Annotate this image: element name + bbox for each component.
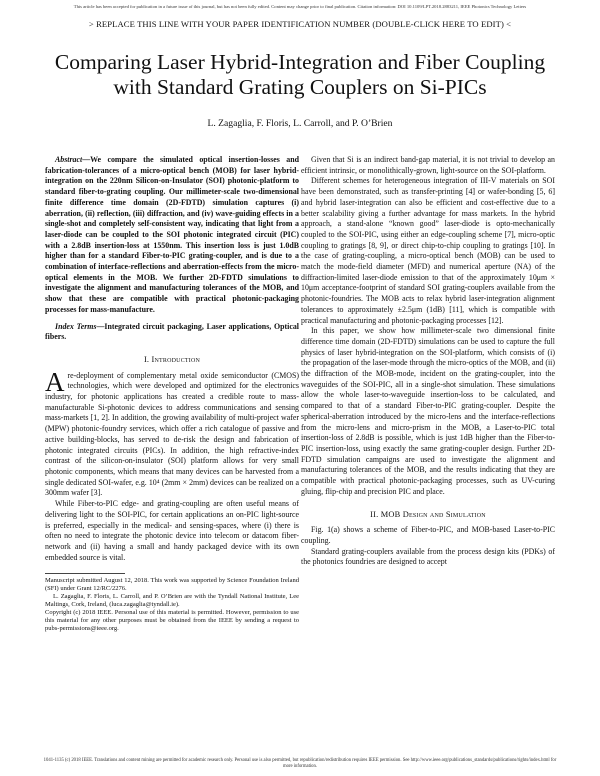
section-number: I. (143, 354, 150, 364)
abstract-label: Abstract (55, 155, 83, 164)
footnote-divider (45, 573, 125, 574)
paper-title: Comparing Laser Hybrid-Integration and Fiber Coupling with Standard Grating Couplers on Si-PICs (54, 50, 546, 99)
index-terms-label: Index Terms (55, 321, 97, 331)
section-heading-introduction (45, 355, 299, 366)
section-title: Introduction (151, 354, 201, 364)
body-paragraph-2: Different schemes for heterogeneous integration of III-V materials on SOI have been demonstrated, such as transfer-printing [4] or wafer-bonding [5, 6] and hybrid laser-integration can also be efficient and cost-effective due to a better scalability giving a further advantage for mass markets. In the hybrid approach, a stand-alone “known good” laser-diode is opto-mechanically coupled to the SOI-PIC, using either an edge-coupling scheme [7], micro-optic coupling to gratings [8, 9], or direct chip-to-chip coupling to gratings [10]. In the case of grating-coupling, a micro-optical bench (MOB) can be used to match the mode-field diameter (MFD) and numerical aperture (NA) of the diffraction-limited laser-diode emission to that of the approximately 10μm × 10μm acceptance-footprint of standard SOI grating-couplers available from the photonic-foundries. The MOB acts to relax hybrid laser-integration alignment tolerances to approximately ±2.5μm (1dB) [11], which is compatible with practical manufacturing and photonic-packaging processes [12]. (301, 176, 555, 325)
footer-copyright: 1041-1135 (c) 2018 IEEE. Translations and content mining are permitted for academic research only. Personal use is also permitted, but republication/redistribution requires IEEE permission. See http://www.ieee.org/publications_standards/publications/rights/index.html for more information. (43, 758, 557, 769)
footnote-affiliation: L. Zagaglia, F. Floris, L. Carroll, and P. O’Brien are with the Tyndall National Institute, Lee Maltings, Cork, Ireland, (luca.zagaglia@tyndall.ie). (45, 593, 299, 609)
body-paragraph-3: In this paper, we show how millimeter-scale two dimensional finite difference time domain (2D-FDTD) simulations can be used to capture the full physics of laser hybrid-integration on the SOI-platform, which consists of (i) the propagation of the laser-mode through the micro-optics of the MOB, and (ii) the diffraction of the MOB-mode, incident on the grating-coupler, into the waveguides of the SOI-PIC, all in a single-shot simulation. These simulations allow the whole laser-to-waveguide insertion-loss to be calculated, and compared to that of a standard Fiber-to-PIC grating-coupler. Despite the spherical-aberration introduced by the micro-lens and the interface-reflections from the micro-lens and micro-prism in the MOB, a Laser-to-PIC total insertion-loss of 2.8dB is possible, which is just 1dB higher than the Fiber-to-PIC insertion-loss, using exactly the same grating-coupler design. Further 2D-FDTD simulation campaigns are used to investigate the alignment and manufacturing tolerances of the MOB, and the results indicating that they are compatible with practical photonic-packaging processes, such as UV-curing gluing, flip-chip and precision PIC and place. (301, 326, 555, 496)
abstract (45, 155, 299, 316)
footnote-copyright: Copyright (c) 2018 IEEE. Personal use of this material is permitted. However, permission to use this material for any other purposes must be obtained from the IEEE by sending a request to pubs-permissions@ieee.org. (45, 609, 299, 633)
section-number: II. (370, 509, 379, 519)
drop-cap: A (45, 366, 65, 397)
intro-paragraph-1-text: re-deployment of complementary metal oxide semiconductor (CMOS) technologies, which were developed and optimized for the electronics industry, for photonic applications has created a credible route to mass-manufacturable Si-photonic devices to address communications and sensing mass-markets [1, 2]. In addition, the growing availability of multi-project wafer (MPW) photonic-foundry services, which offer a rich catalogue of passive and active building-blocks, has served to de-risk the design and fabrication of photonic integrated circuits (PICs). In addition, the high refractive-index contrast of the silicon-on-insulator (SOI) platform allows for very small photonic components, which means that many devices can be harvested from a single dedicated SOI-wafer, e.g. 10⁴ (2mm × 2mm) devices can be realized on a 300mm wafer [3]. (45, 370, 299, 498)
index-terms-text: —Integrated circuit packaging, Laser applications, Optical fibers. (45, 321, 299, 342)
publication-notice: This article has been accepted for publication in a future issue of this journal, but has not been fully edited. Content may change prior to final publication. Citation information: DOI 10.1109/LPT.2018.2883211, IEEE Photonics Technology Letters (73, 4, 527, 9)
abstract-text: —We compare the simulated optical insertion-losses and fabrication-tolerances of a micro-optical bench (MOB) for laser hybrid-integration on the 220nm Silicon-on-Insulator (SOI) photonic-platform to standard fiber-to-grating coupling. Our millimeter-scale two-dimensional finite difference time domain (2D-FDTD) simulation captures (i) aberration, (ii) reflection, (iii) diffraction, and (iv) wave-guiding effects in a single-shot and completely self-consistent way, indicating that light from a laser-diode can be coupled to the SOI photonic integrated circuit (PIC) with a 2.8dB insertion-loss at 1550nm. This insertion loss is just 1.0dB higher than for a standard Fiber-to-PIC grating-coupler, and is due to a combination of interface-reflections and aberration-effects from the micro-optical elements in the MOB. We further 2D-FDTD simulations to investigate the alignment and manufacturing tolerances of the MOB, and show that these are compatible with practical photonic-packaging processes for mass-manufacture. (45, 155, 299, 314)
footnote-manuscript: Manuscript submitted August 12, 2018. This work was supported by Science Foundation Ireland (SFI) under Grant 12/RC/2276. (45, 577, 299, 593)
body-paragraph-1: Given that Si is an indirect band-gap material, it is not trivial to develop an efficient intrinsic, or monolithically-grown, light-source on the SOI-platform. (301, 155, 555, 175)
body-paragraph-5: Standard grating-couplers available from the process design kits (PDKs) of the photonics foundries are designed to accept (301, 546, 555, 567)
right-column (301, 155, 555, 568)
body-paragraph-4: Fig. 1(a) shows a scheme of Fiber-to-PIC, and MOB-based Laser-to-PIC coupling. (301, 525, 555, 545)
paper-id-placeholder[interactable]: > REPLACE THIS LINE WITH YOUR PAPER IDENTIFICATION NUMBER (DOUBLE-CLICK HERE TO EDIT) < (88, 19, 512, 29)
intro-paragraph-2: While Fiber-to-PIC edge- and grating-coupling are often useful means of delivering light to the SOI-PIC, for certain applications an on-PIC light-source is preferred, especially in the medical- and sensing-spaces, where (i) there is often no need to integrate the photonic device into telecom or datacom fiber-network and (ii) having a small and handy packaged device with its own embedded source is vital. (45, 499, 299, 562)
section-title: MOB Design and Simulation (380, 509, 486, 519)
intro-paragraph-1 (45, 366, 299, 499)
author-list: L. Zagaglia, F. Floris, L. Carroll, and P. O’Brien (207, 118, 393, 129)
left-column (45, 155, 299, 633)
index-terms (45, 322, 299, 343)
section-heading-mob-design (301, 510, 555, 521)
